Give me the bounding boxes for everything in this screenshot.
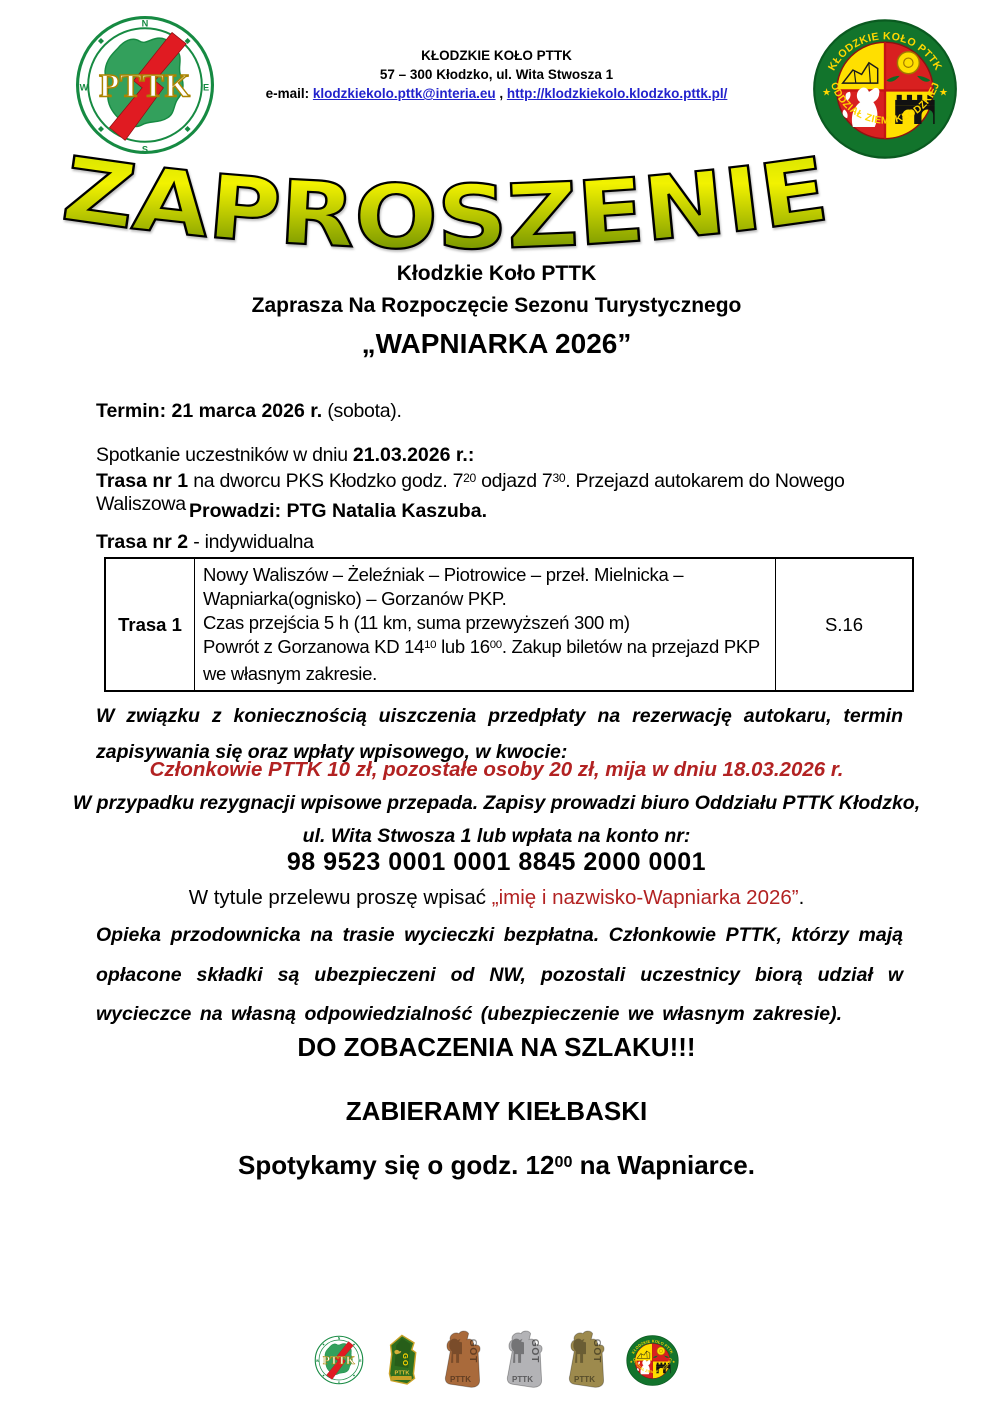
route-sentence3b: lub 16: [436, 636, 490, 657]
wordart-title: [52, 126, 842, 256]
footer-badges: [0, 1318, 993, 1402]
got-label: PTTK: [574, 1375, 596, 1384]
route-description: [195, 559, 776, 690]
route-map-ref: S.16: [824, 613, 864, 635]
transfer-red: „imię i nazwisko-Wapniarka 2026”: [491, 886, 799, 909]
closing-sausages: ZABIERAMY KIEŁBASKI: [345, 1096, 648, 1126]
header-block: [0, 46, 993, 103]
trasa1-leader: Prowadzi: PTG Natalia Kaszuba.: [189, 500, 487, 522]
registration-line2: ul. Wita Stwosza 1 lub wpłata na konto nr:: [302, 825, 691, 847]
got-letters: GOT: [528, 1338, 540, 1364]
trasa1-sup2: 30: [552, 470, 566, 485]
website-link[interactable]: http://klodzkiekolo.klodzko.pttk.pl/: [506, 86, 728, 101]
route-sentence3a: Powrót z Gorzanowa KD 14: [203, 636, 425, 657]
event-title: „WAPNIARKA 2026”: [361, 328, 632, 359]
account-number: 98 9523 0001 0001 8845 2000 0001: [286, 848, 707, 876]
footer-got-silver-badge: [502, 1329, 546, 1391]
trasa2-label: Trasa nr 2: [96, 531, 189, 553]
termin-line: [96, 400, 903, 423]
meet-part-a: Spotykamy się o godz. 12: [238, 1150, 555, 1180]
transfer-plain: W tytule przelewu proszę wpisać: [188, 886, 492, 909]
trasa1-label: Trasa nr 1: [96, 470, 189, 492]
trasa1-part1: na dworcu PKS Kłodzko godz. 7: [188, 470, 464, 492]
wordart-text: ZAPROSZENIE: [57, 137, 827, 256]
termin-rest: (sobota).: [322, 400, 402, 422]
route-sentence2: Czas przejścia 5 h (11 km, suma przewyższeń 300 m): [203, 612, 630, 633]
footer-klodzkie-kolo-badge: [626, 1334, 679, 1387]
got-green-letters: GO: [400, 1353, 410, 1367]
route-sentence3c: . Zakup biletów na przejazd PKP we własnym zakresie.: [203, 636, 760, 684]
closing-see-you: DO ZOBACZENIA NA SZLAKU!!!: [297, 1032, 696, 1062]
trasa1-sup1: 20: [463, 470, 476, 485]
meeting-line: [96, 444, 903, 467]
termin-bold: Termin: 21 marca 2026 r.: [96, 400, 323, 422]
transfer-end: .: [798, 886, 805, 909]
svg-text:ZAPROSZENIE: [57, 137, 834, 256]
route-sup2: 00: [489, 638, 502, 651]
header-contact-line: [0, 84, 993, 103]
meet-sup: 00: [554, 1152, 573, 1171]
closing-meeting-time: [0, 1150, 993, 1181]
got-green-label: PTTK: [394, 1370, 410, 1377]
invite-line: Zaprasza Na Rozpoczęcie Sezonu Turystycznego: [251, 294, 742, 317]
got-letters: GOT: [590, 1338, 602, 1364]
route-sup1: 10: [424, 638, 437, 651]
link-separator: ,: [495, 86, 507, 101]
trasa1-part2: odjazd 7: [475, 470, 553, 492]
registration-line1: W przypadku rezygnacji wpisowe przepada. Zapisy prowadzi biuro Oddziału PTTK Kłodzko,: [72, 792, 921, 814]
fee-line: Członkowie PTTK 10 zł, pozostałe osoby 20 zł, mija w dniu 18.03.2026 r.: [149, 758, 844, 781]
footer-got-gold-badge: [564, 1329, 608, 1391]
transfer-title-line: [0, 886, 993, 910]
meeting-date-bold: 21.03.2026 r.:: [352, 444, 475, 466]
email-label: e-mail:: [265, 86, 313, 101]
email-link[interactable]: klodzkiekolo.pttk@interia.eu: [312, 86, 496, 101]
org-title: Kłodzkie Koło PTTK: [396, 262, 597, 285]
route-table: [104, 557, 914, 692]
insurance-paragraph: Opieka przodownicka na trasie wycieczki bezpłatna. Członkowie PTTK, którzy mają opłacone składki są ubezpieczeni od NW, pozostali uczestnicy biorą udział w wycieczce na własną odpowiedzialność (ubezpieczenie we własnym zakresie).: [96, 924, 903, 1025]
trasa2-rest: - indywidualna: [188, 531, 314, 553]
route-label: Trasa 1: [106, 559, 195, 690]
footer-got-bronze-badge: [440, 1329, 484, 1391]
prepayment-paragraph: W związku z koniecznością uiszczenia przedpłaty na rezerwację autokaru, termin zapisywania się oraz wpłaty wpisowego, w kwocie:: [96, 705, 903, 763]
got-letters: GOT: [466, 1338, 478, 1364]
header-org-name: KŁODZKIE KOŁO PTTK: [421, 48, 572, 63]
footer-got-popularna-green-badge: [382, 1331, 422, 1389]
meet-part-b: na Wapniarce.: [572, 1150, 755, 1180]
trasa1-part3: . Przejazd autokarem do Nowego Waliszowa: [96, 470, 845, 515]
header-address: 57 – 300 Kłodzko, ul. Wita Stwosza 1: [379, 67, 614, 82]
route-sentence1: Nowy Waliszów – Żeleźniak – Piotrowice – przeł. Mielnicka – Wapniarka(ognisko) – Gorzanów PKP.: [203, 564, 684, 609]
got-label: PTTK: [512, 1375, 534, 1384]
footer-pttk-compass-badge: [314, 1335, 364, 1385]
got-label: PTTK: [450, 1375, 472, 1384]
trasa2-line: [96, 531, 903, 554]
meeting-plain: Spotkanie uczestników w dniu: [96, 444, 353, 466]
